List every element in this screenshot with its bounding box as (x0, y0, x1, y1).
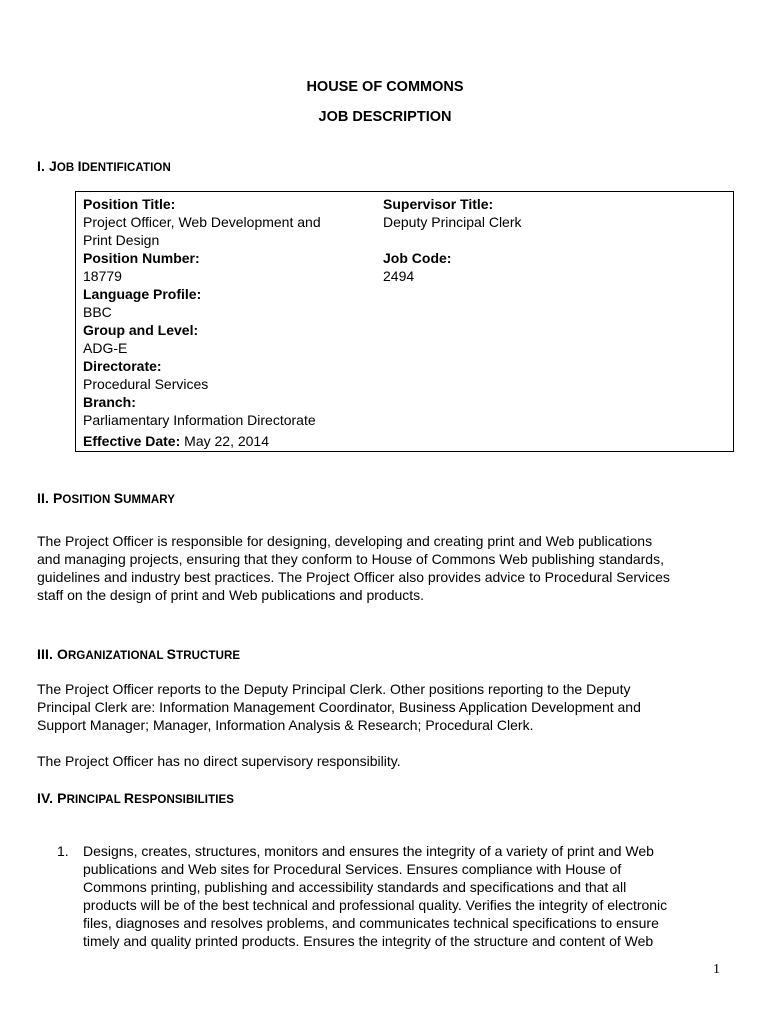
summary-line: guidelines and industry best practices. The Project Officer also provides advice to Procedural Services (37, 569, 670, 585)
structure-line: Principal Clerk are: Information Management Coordinator, Business Application Development and (37, 699, 641, 715)
structure-line: Support Manager; Manager, Information Analysis & Research; Procedural Clerk. (37, 717, 534, 733)
responsibility-line: timely and quality printed products. Ensures the integrity of the structure and content of Web (83, 933, 654, 949)
job-code-value: 2494 (383, 268, 415, 284)
section-heading-job-identification (37, 157, 171, 177)
effective-date-row (83, 432, 321, 450)
responsibility-line: products will be of the best technical and professional quality. Verifies the integrity of electronic (83, 897, 668, 913)
responsibility-line: Commons printing, publishing and accessibility standards and specifications and that all (83, 879, 627, 895)
section-heading-position-summary (37, 489, 175, 509)
section-text: I (77, 158, 82, 174)
job-code-label: Job Code: (383, 250, 452, 266)
organizational-structure-paragraph (37, 680, 737, 734)
section-text: RINCIPAL (66, 794, 124, 806)
section-numeral: II. P (37, 490, 63, 506)
summary-line: and managing projects, ensuring that they conform to House of Commons Web publishing standards, (37, 551, 664, 567)
job-identification-table (75, 191, 734, 452)
section-text: S (113, 490, 124, 506)
directorate-value: Procedural Services (83, 376, 209, 392)
position-number-label: Position Number: (83, 250, 200, 266)
responsibility-line: publications and Web sites for Procedural Services. Ensures compliance with House of (83, 861, 622, 877)
branch-label: Branch: (83, 394, 136, 410)
position-summary-paragraph (37, 532, 737, 604)
list-item-number: 1. (57, 843, 69, 859)
section-text: TRUCTURE (176, 650, 241, 662)
group-level-value: ADG-E (83, 340, 128, 356)
structure-line: The Project Officer reports to the Deputy Principal Clerk. Other positions reporting to the Deputy (37, 681, 631, 697)
section-text: RGANIZATIONAL (67, 650, 167, 662)
section-text: UMMARY (123, 494, 176, 506)
page-number: 1 (713, 962, 720, 977)
identification-left-column (83, 195, 321, 450)
language-profile-value: BBC (83, 304, 112, 320)
position-title-label: Position Title: (83, 196, 176, 212)
section-text: S (166, 646, 177, 662)
summary-line: The Project Officer is responsible for designing, developing and creating print and Web publications (37, 533, 653, 549)
section-text: OSITION (62, 494, 114, 506)
responsibility-line: Designs, creates, structures, monitors and ensures the integrity of a variety of print and Web (83, 843, 654, 859)
supervisory-note: The Project Officer has no direct supervisory responsibility. (37, 753, 401, 769)
section-numeral: III. O (37, 646, 68, 662)
effective-date-label: Effective Date: (83, 433, 181, 449)
branch-value: Parliamentary Information Directorate (83, 412, 316, 428)
group-level-label: Group and Level: (83, 322, 199, 338)
effective-date-value: May 22, 2014 (180, 433, 269, 449)
directorate-label: Directorate: (83, 358, 162, 374)
list-item-text (83, 842, 743, 950)
section-text: R (123, 790, 135, 806)
position-title-value: Project Officer, Web Development and (83, 214, 321, 230)
section-numeral: I. J (37, 158, 57, 174)
responsibility-line: files, diagnoses and resolves problems, and communicates technical specifications to ensure (83, 915, 659, 931)
language-profile-label: Language Profile: (83, 286, 202, 302)
summary-line: staff on the design of print and Web publications and products. (37, 587, 425, 603)
position-number-value: 18779 (83, 268, 122, 284)
supervisor-title-label: Supervisor Title: (383, 196, 494, 212)
position-title-value-cont: Print Design (83, 232, 160, 248)
document-subtitle: JOB DESCRIPTION (318, 109, 452, 125)
document-title: HOUSE OF COMMONS (306, 79, 464, 95)
supervisor-title-value: Deputy Principal Clerk (383, 214, 522, 230)
section-text: DENTIFICATION (81, 162, 171, 174)
section-numeral: IV. P (37, 790, 67, 806)
section-text: OB (56, 162, 78, 174)
section-heading-principal-responsibilities (37, 789, 234, 809)
identification-right-column (383, 195, 522, 285)
section-heading-organizational-structure (37, 645, 240, 665)
section-text: ESPONSIBILITIES (134, 794, 235, 806)
